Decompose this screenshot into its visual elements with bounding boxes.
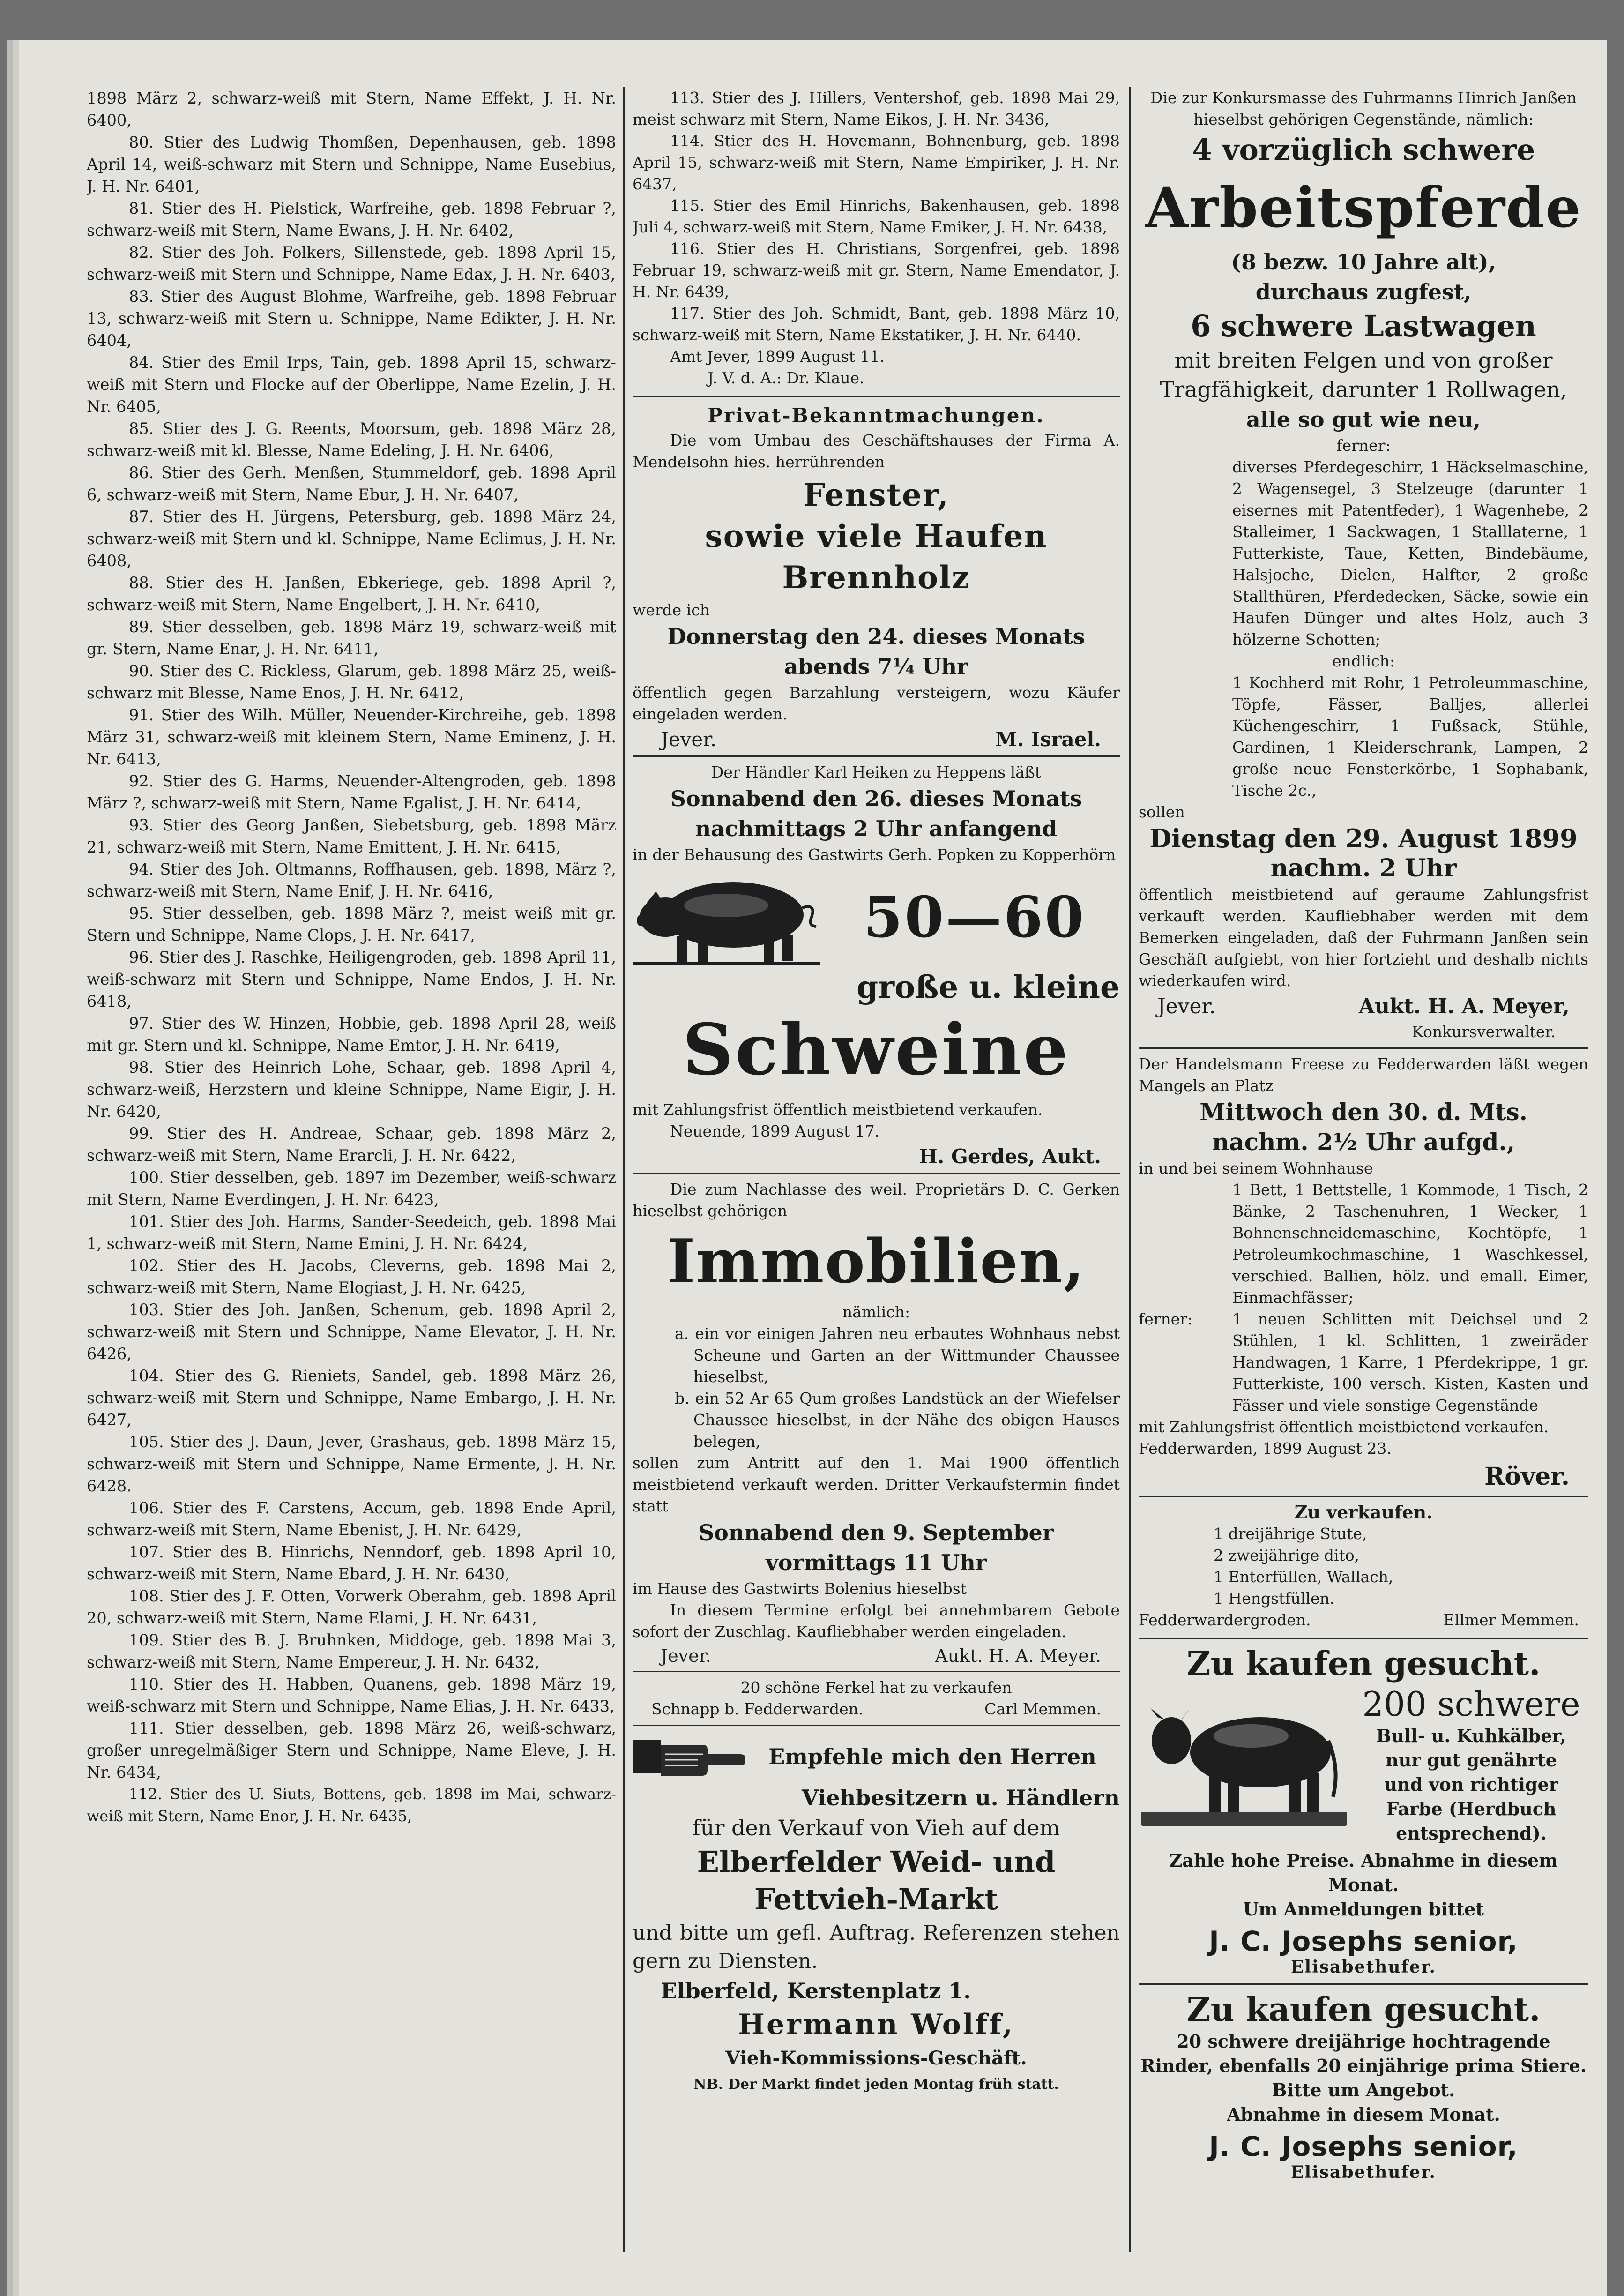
list-item: 100. Stier desselben, geb. 1897 im Dezember, weiß-schwarz mit Stern, Name Everdingen, J. H. Nr. 6423, — [87, 1168, 616, 1209]
list-item: 99. Stier des H. Andreae, Schaar, geb. 1898 März 2, schwarz-weiß mit Stern, Name Erarcli, J. H. Nr. 6422, — [87, 1124, 616, 1165]
column-1-bull-listings — [87, 87, 616, 2271]
ad-text: Um Anmeldungen bittet — [1243, 1899, 1484, 1920]
divider — [1139, 1983, 1588, 1985]
ad-headline: sowie viele Haufen — [705, 518, 1048, 554]
list-item: 96. Stier des J. Raschke, Heiligengroden, geb. 1898 April 11, weiß-schwarz mit Stern und Schnippe, Name Endos, J. H. Nr. 6418, — [87, 948, 616, 1010]
pig-row — [633, 866, 1120, 969]
pig-count: 50—60 — [864, 884, 1086, 950]
ad-name: J. C. Josephs senior, — [1209, 1925, 1518, 1957]
ad-item: 2 zweijährige dito, — [1214, 1546, 1360, 1564]
ad-name: Carl Memmen. — [984, 1700, 1101, 1718]
ad-headline-schweine: Schweine — [682, 1009, 1070, 1091]
divider — [633, 1173, 1120, 1174]
ad-text: sollen — [1139, 803, 1185, 821]
list-item: 82. Stier des Joh. Folkers, Sillenstede, geb. 1898 April 15, schwarz-weiß mit Stern und Schnippe, Name Edax, J. H. Nr. 6403, — [87, 243, 616, 284]
ad-time: abends 7¼ Uhr — [784, 654, 968, 679]
list-item: 97. Stier des W. Hinzen, Hobbie, geb. 1898 April 28, weiß mit gr. Stern und kl. Schnippe, Name Emtor, J. H. Nr. 6419, — [87, 1014, 616, 1055]
ad-text: in der Behausung des Gastwirts Gerh. Popken zu Kopperhörn — [633, 845, 1116, 864]
ad-text: ferner: — [1336, 436, 1391, 455]
ad-place: Jever. — [661, 728, 717, 751]
ad-item: 1 Enterfüllen, Wallach, — [1214, 1568, 1393, 1586]
ad-heading: Zu kaufen gesucht. — [1186, 1990, 1541, 2029]
ad-name: Ellmer Memmen. — [1443, 1611, 1579, 1629]
ad-text: In diesem Termine erfolgt bei annehmbarem Gebote sofort der Zuschlag. Kaufliebhaber werden eingeladen. — [633, 1601, 1120, 1641]
ad-headline: Empfehle mich den Herren — [768, 1744, 1096, 1769]
ad-text: für den Verkauf von Vieh auf dem — [692, 1815, 1060, 1840]
ad-headline: Fettvieh-Markt — [754, 1882, 998, 1916]
ad-item: 1 Hengstfüllen. — [1214, 1589, 1335, 1608]
column-3 — [1139, 87, 1588, 2271]
ad-name: Aukt. H. A. Meyer, — [1358, 995, 1570, 1018]
ad-date: Sonnabend den 26. dieses Monats — [670, 786, 1082, 811]
ad-time: nachm. 2½ Uhr aufgd., — [1212, 1128, 1515, 1156]
ad-text: Zahle hohe Preise. Abnahme in diesem Monat. — [1169, 1850, 1558, 1895]
list-item: 1898 März 2, schwarz-weiß mit Stern, Name Effekt, J. H. Nr. 6400, — [87, 89, 616, 129]
list-item: 92. Stier des G. Harms, Neuender-Altengroden, geb. 1898 März ?, schwarz-weiß mit Stern, Name Egalist, J. H. Nr. 6414, — [87, 772, 616, 812]
newspaper-page — [19, 40, 1607, 2296]
ad-name: Hermann Wolff, — [738, 2008, 1014, 2041]
divider — [1139, 1496, 1588, 1497]
pig-icon — [633, 866, 829, 969]
ad-date: Dienstag den 29. August 1899 — [1149, 823, 1578, 853]
amt-signature: J. V. d. A.: Dr. Klaue. — [708, 369, 864, 387]
list-item: 105. Stier des J. Daun, Jever, Grashaus, geb. 1898 März 15, schwarz-weiß mit Stern und Schnippe, Name Ermente, J. H. Nr. 6428. — [87, 1433, 616, 1495]
list-item: 115. Stier des Emil Hinrichs, Bakenhausen, geb. 1898 Juli 4, schwarz-weiß mit Stern, Name Emiker, J. H. Nr. 6438, — [633, 196, 1120, 236]
divider — [633, 1671, 1120, 1672]
ad-intro: Der Handelsmann Freese zu Fedderwarden läßt wegen Mangels an Platz — [1139, 1055, 1588, 1095]
divider — [1139, 1047, 1588, 1049]
ad-item: 1 dreijährige Stute, — [1214, 1525, 1367, 1543]
ad-headline: Fenster, — [803, 477, 949, 513]
ad-name: J. C. Josephs senior, — [1209, 2131, 1518, 2162]
ad-text: werde ich — [633, 601, 710, 619]
ad-intro: Der Händler Karl Heiken zu Heppens läßt — [711, 763, 1042, 781]
list-item: 80. Stier des Ludwig Thomßen, Depenhausen, geb. 1898 April 14, weiß-schwarz mit Stern und Schnippe, Name Eusebius, J. H. Nr. 6401, — [87, 133, 616, 195]
ad-role: Konkursverwalter. — [1412, 1023, 1556, 1041]
list-item: 85. Stier des J. G. Reents, Moorsum, geb. 1898 März 28, schwarz-weiß mit kl. Blesse, Name Edeling, J. H. Nr. 6406, — [87, 419, 616, 460]
list-item: 87. Stier des H. Jürgens, Petersburg, geb. 1898 März 24, schwarz-weiß mit Stern und kl. Schnippe, Name Eclimus, J. H. Nr. 6408, — [87, 508, 616, 570]
hand-row — [633, 1731, 1120, 1782]
list-item: 81. Stier des H. Pielstick, Warfreihe, geb. 1898 Februar ?, schwarz-weiß mit Stern, Name Ewans, J. H. Nr. 6402, — [87, 199, 616, 239]
ad-headline: 4 vorzüglich schwere — [1192, 133, 1535, 167]
list-item: 88. Stier des H. Janßen, Ebkeriege, geb. 1898 April ?, schwarz-weiß mit Stern, Name Engelbert, J. H. Nr. 6410, — [87, 574, 616, 614]
amt-date: Amt Jever, 1899 August 11. — [670, 347, 885, 366]
column-rule-1 — [623, 87, 625, 2252]
ad-signature — [1139, 1462, 1588, 1491]
ad-items: 1 Kochherd mit Rohr, 1 Petroleummaschine, Töpfe, Fässer, Balljes, allerlei Küchengeschirr, 1 Fußsack, Stühle, Gardinen, 1 Kleiderschrank, Lampen, 2 große neue Fensterkörbe, 1 Sophabank, Tische 2c., — [1232, 673, 1588, 800]
ad-text: Abnahme in diesem Monat. — [1227, 2104, 1500, 2125]
ad-heading: Zu verkaufen. — [1294, 1502, 1433, 1523]
ad-time: nachmittags 2 Uhr anfangend — [695, 816, 1058, 841]
ad-text: durchaus zugfest, — [1255, 279, 1472, 305]
list-item: 112. Stier des U. Siuts, Bottens, geb. 1898 im Mai, schwarz-weiß mit Stern, Name Enor, J. H. Nr. 6435, — [87, 1785, 616, 1825]
ad-text: mit breiten Felgen und von großer Tragfähigkeit, darunter 1 Rollwagen, — [1160, 348, 1567, 402]
ad-text: und bitte um gefl. Auftrag. Referenzen stehen gern zu Diensten. — [633, 1921, 1120, 1973]
ad-heading: Zu kaufen gesucht. — [1186, 1644, 1541, 1683]
ad-time: nachm. 2 Uhr — [1270, 854, 1457, 883]
ad-text: 20 schöne Ferkel hat zu verkaufen — [740, 1678, 1012, 1697]
ad-items: 1 neuen Schlitten mit Deichsel und 2 Stühlen, 1 kl. Schlitten, 1 zweiräder Handwagen, 1 Karre, 1 Pferdekrippe, 1 gr. Futterkiste, 100 versch. Kisten, Kasten und Fässer und viele sonstige Gegenstände — [1232, 1310, 1588, 1414]
list-item: 102. Stier des H. Jacobs, Cleverns, geb. 1898 Mai 2, schwarz-weiß mit Stern, Name Elogiast, J. H. Nr. 6425, — [87, 1256, 616, 1297]
pointing-hand-icon — [633, 1731, 745, 1782]
ad-name: Röver. — [1484, 1462, 1570, 1491]
ad-subheadline: große u. kleine — [857, 969, 1120, 1005]
ad-text: sollen zum Antritt auf den 1. Mai 1900 öffentlich meistbietend verkauft werden. Dritter Verkaufstermin findet statt — [633, 1454, 1120, 1515]
ad-signature — [633, 1145, 1120, 1168]
ad-date: Sonnabend den 9. September — [698, 1520, 1054, 1545]
ad-time: vormittags 11 Uhr — [766, 1550, 987, 1575]
ad-text: nur gut genährte — [1386, 1750, 1557, 1771]
ad-headline: Viehbesitzern u. Händlern — [802, 1785, 1120, 1810]
list-item: 117. Stier des Joh. Schmidt, Bant, geb. 1898 März 10, schwarz-weiß mit Stern, Name Ekstatiker, J. H. Nr. 6440. — [633, 304, 1120, 344]
ad-signature — [633, 728, 1120, 751]
list-item: 93. Stier des Georg Janßen, Siebetsburg, geb. 1898 März 21, schwarz-weiß mit Stern, Name Emittent, J. H. Nr. 6415, — [87, 816, 616, 856]
ad-address: Elberfeld, Kerstenplatz 1. — [661, 1978, 971, 2004]
divider — [633, 1725, 1120, 1726]
ad-headline-immobilien: Immobilien, — [667, 1227, 1086, 1297]
ad-intro: Die zur Konkursmasse des Fuhrmanns Hinrich Janßen hieselbst gehörigen Gegenstände, nämlich: — [1150, 89, 1577, 128]
ad-text: mit Zahlungsfrist öffentlich meistbietend verkaufen. — [633, 1100, 1043, 1119]
list-item: 84. Stier des Emil Irps, Tain, geb. 1898 April 15, schwarz-weiß mit Stern und Flocke auf der Oberlippe, Name Ezelin, J. H. Nr. 6405, — [87, 353, 616, 416]
ad-place: Schnapp b. Fedderwarden. — [651, 1700, 864, 1718]
ad-town: Elisabethufer. — [1290, 2162, 1437, 2182]
ad-place: Fedderwardergroden. — [1139, 1611, 1311, 1629]
ad-text: im Hause des Gastwirts Bolenius hieselbst — [633, 1579, 967, 1598]
ad-items-more — [1139, 1309, 1588, 1416]
divider — [633, 396, 1120, 397]
ad-headline-arbeitspferde: Arbeitspferde — [1145, 175, 1582, 240]
list-item: 110. Stier des H. Habben, Quanens, geb. 1898 März 19, weiß-schwarz mit Stern und Schnippe, Name Elias, J. H. Nr. 6433, — [87, 1675, 616, 1715]
list-item: 108. Stier des J. F. Otten, Vorwerk Oberahm, geb. 1898 April 20, schwarz-weiß mit Stern, Name Elami, J. H. Nr. 6431, — [87, 1587, 616, 1627]
column-2 — [633, 87, 1120, 2271]
divider — [633, 755, 1120, 757]
ad-place: Jever. — [1157, 995, 1216, 1018]
cow-icon — [1139, 1684, 1354, 1834]
ad-text: (8 bezw. 10 Jahre alt), — [1231, 249, 1496, 275]
ad-headline: Brennholz — [782, 559, 970, 596]
ad-place: Jever. — [661, 1645, 711, 1666]
ad-item: a. ein vor einigen Jahren neu erbautes Wohnhaus nebst Scheune und Garten an der Wittmunder Chaussee hieselbst, — [675, 1324, 1120, 1386]
ad-text: Bull- u. Kuhkälber, — [1376, 1725, 1566, 1746]
list-item: 114. Stier des H. Hovemann, Bohnenburg, geb. 1898 April 15, schwarz-weiß mit Stern, Name Empiriker, J. H. Nr. 6437, — [633, 132, 1120, 193]
ad-text: nämlich: — [842, 1303, 910, 1321]
list-item: 94. Stier des Joh. Oltmanns, Roffhausen, geb. 1898, März ?, schwarz-weiß mit Stern, Name Enif, J. H. Nr. 6416, — [87, 860, 616, 900]
list-item: 91. Stier des Wilh. Müller, Neuender-Kirchreihe, geb. 1898 März 31, schwarz-weiß mit kleinem Stern, Name Eminenz, J. H. Nr. 6413, — [87, 706, 616, 768]
ad-text: endlich: — [1332, 652, 1395, 670]
list-item: 98. Stier des Heinrich Lohe, Schaar, geb. 1898 April 4, schwarz-weiß, Herzstern und kleine Schnippe, Name Eigir, J. H. Nr. 6420, — [87, 1058, 616, 1121]
list-item: 86. Stier des Gerh. Menßen, Stummeldorf, geb. 1898 April 6, schwarz-weiß mit Stern, Name Ebur, J. H. Nr. 6407, — [87, 464, 616, 504]
ad-signature — [633, 1645, 1120, 1666]
ad-date: Neuende, 1899 August 17. — [670, 1122, 880, 1140]
ad-text: entsprechend). — [1396, 1823, 1547, 1844]
ad-items: diverses Pferdegeschirr, 1 Häckselmaschine, 2 Wagensegel, 3 Stelzeuge (darunter 1 eisernes mit Patentfeder), 1 Wagenhebe, 2 Stalleimer, 1 Sackwagen, 1 Stalllaterne, 1 Futterkiste, Taue, Ketten, Bindebäume, Halsjoche, Dielen, Halfter, 2 große Stallthüren, Pferdedecken, Säcke, sowie ein Haufen Dünger und altes Holz, auch 3 hölzerne Schotten; — [1232, 458, 1588, 649]
column-rule-2 — [1129, 87, 1131, 2252]
section-heading: Privat-Bekanntmachungen. — [708, 404, 1045, 427]
ad-text: 20 schwere dreijährige hochtragende Rinder, ebenfalls 20 einjährige prima Stiere. Bitte um Angebot. — [1140, 2031, 1587, 2101]
ad-name: Aukt. H. A. Meyer. — [935, 1645, 1101, 1666]
list-item: 111. Stier desselben, geb. 1898 März 26, weiß-schwarz, großer unregelmäßiger Stern und Schnippe, Name Eleve, J. H. Nr. 6434, — [87, 1719, 616, 1781]
list-item: 103. Stier des Joh. Janßen, Schenum, geb. 1898 April 2, schwarz-weiß mit Stern und Schnippe, Name Elevator, J. H. Nr. 6426, — [87, 1301, 616, 1363]
list-item: 113. Stier des J. Hillers, Ventershof, geb. 1898 Mai 29, meist schwarz mit Stern, Name Eikos, J. H. Nr. 3436, — [633, 89, 1120, 128]
cow-row — [1139, 1684, 1588, 1846]
divider — [1139, 1638, 1588, 1639]
ad-date: Fedderwarden, 1899 August 23. — [1139, 1439, 1392, 1458]
list-item: 106. Stier des F. Carstens, Accum, geb. 1898 Ende April, schwarz-weiß mit Stern, Name Ebenist, J. H. Nr. 6429, — [87, 1499, 616, 1539]
ad-name: M. Israel. — [995, 728, 1101, 751]
list-item: 116. Stier des H. Christians, Sorgenfrei, geb. 1898 Februar 19, schwarz-weiß mit gr. Stern, Name Emendator, J. H. Nr. 6439, — [633, 239, 1120, 301]
ad-text: Farbe (Herdbuch — [1386, 1798, 1557, 1819]
ad-text: mit Zahlungsfrist öffentlich meistbietend verkaufen. — [1139, 1418, 1549, 1436]
ad-signature — [1139, 1609, 1588, 1631]
ad-text: alle so gut wie neu, — [1246, 407, 1481, 432]
list-item: 89. Stier desselben, geb. 1898 März 19, schwarz-weiß mit gr. Stern, Name Enar, J. H. Nr. 6411, — [87, 618, 616, 658]
list-item: 95. Stier desselben, geb. 1898 März ?, meist weiß mit gr. Stern und Schnippe, Name Clops, J. H. Nr. 6417, — [87, 904, 616, 944]
list-item: 107. Stier des B. Hinrichs, Nenndorf, geb. 1898 April 10, schwarz-weiß mit Stern, Name Ebard, J. H. Nr. 6430, — [87, 1543, 616, 1583]
ad-text: ferner: — [1139, 1310, 1193, 1328]
list-item: 101. Stier des Joh. Harms, Sander-Seedeich, geb. 1898 Mai 1, schwarz-weiß mit Stern, Name Emini, J. H. Nr. 6424, — [87, 1212, 616, 1253]
ad-text: und von richtiger — [1384, 1774, 1558, 1795]
ad-date: Mittwoch den 30. d. Mts. — [1199, 1098, 1527, 1126]
ad-firm: Vieh-Kommissions-Geschäft. — [725, 2047, 1027, 2069]
ad-signature — [1139, 995, 1588, 1018]
ad-items: 1 Bett, 1 Bettstelle, 1 Kommode, 1 Tisch, 2 Bänke, 2 Taschenuhren, 1 Wecker, 1 Bohnenschneidemaschine, Kochtöpfe, 1 Petroleumkochmaschine, 1 Waschkessel, verschied. Ballien, hölz. und emall. Eimer, Einmachfässer; — [1232, 1181, 1588, 1307]
ad-intro: Die vom Umbau des Geschäftshauses der Firma A. Mendelsohn hies. herrührenden — [633, 431, 1120, 471]
list-item: 83. Stier des August Blohme, Warfreihe, geb. 1898 Februar 13, schwarz-weiß mit Stern u. Schnippe, Name Edikter, J. H. Nr. 6404, — [87, 287, 616, 350]
ad-count: 200 schwere — [1362, 1684, 1580, 1724]
ad-town: Elisabethufer. — [1290, 1957, 1437, 1977]
ad-intro: Die zum Nachlasse des weil. Proprietärs D. C. Gerken hieselbst gehörigen — [633, 1180, 1120, 1220]
ad-signature — [633, 1698, 1120, 1720]
ad-text: in und bei seinem Wohnhause — [1139, 1159, 1373, 1177]
list-item: 104. Stier des G. Rieniets, Sandel, geb. 1898 März 26, schwarz-weiß mit Stern und Schnippe, Name Embargo, J. H. Nr. 6427, — [87, 1367, 616, 1429]
ad-headline: Elberfelder Weid- und — [697, 1845, 1056, 1879]
list-item: 90. Stier des C. Rickless, Glarum, geb. 1898 März 25, weiß-schwarz mit Blesse, Name Enos, J. H. Nr. 6412, — [87, 662, 616, 702]
ad-text: öffentlich meistbietend auf geraume Zahlungsfrist verkauft werden. Kaufliebhaber werden mit dem Bemerken eingeladen, daß der Fuhrmann Janßen sein Geschäft aufgiebt, von hier fortzieht und deshalb nichts wiederkaufen wird. — [1139, 885, 1588, 990]
ad-headline: 6 schwere Lastwagen — [1191, 309, 1536, 343]
ad-text: öffentlich gegen Barzahlung versteigern, wozu Käufer eingeladen werden. — [633, 683, 1120, 723]
ad-name: H. Gerdes, Aukt. — [919, 1145, 1101, 1168]
ad-date: Donnerstag den 24. dieses Monats — [667, 624, 1085, 649]
cow-text — [1354, 1684, 1588, 1846]
list-item: 109. Stier des B. J. Bruhnken, Middoge, geb. 1898 Mai 3, schwarz-weiß mit Stern, Name Empereur, J. H. Nr. 6432, — [87, 1631, 616, 1671]
ad-note: NB. Der Markt findet jeden Montag früh statt. — [693, 2076, 1059, 2093]
ad-item: b. ein 52 Ar 65 Qum großes Landstück an der Wiefelser Chaussee hieselbst, in der Nähe des obigen Hauses belegen, — [675, 1389, 1120, 1451]
